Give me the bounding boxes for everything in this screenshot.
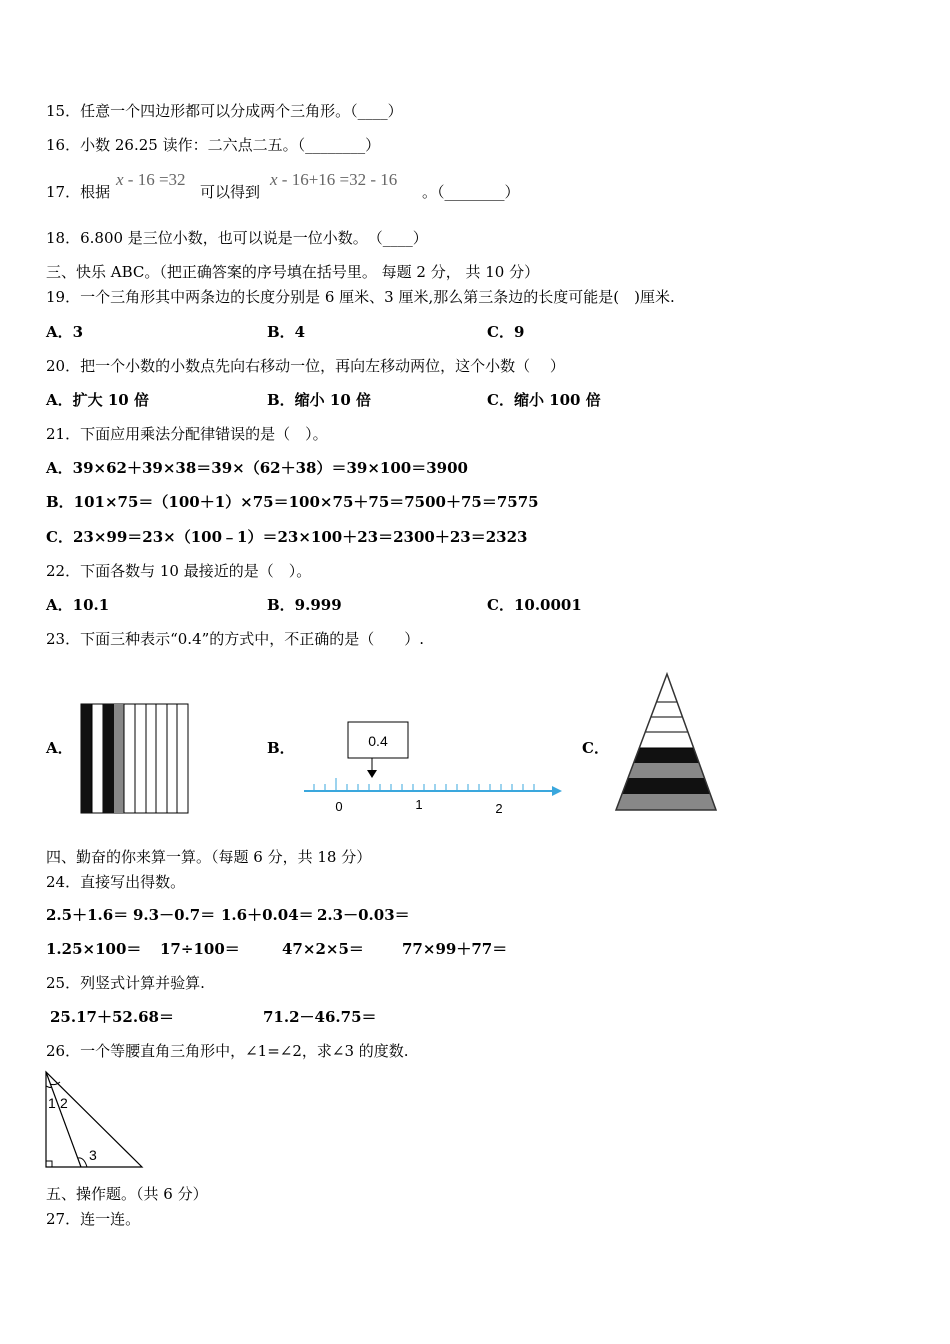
formula-1: [116, 170, 186, 190]
q19-option-a: A．3: [46, 323, 84, 341]
q24-item-7: 47×2×5＝: [282, 940, 364, 958]
figure-a-striped-rectangle: [80, 703, 190, 815]
axis-tick-1: 1: [415, 797, 423, 812]
q20-option-c: C．缩小 100 倍: [487, 391, 601, 409]
value-box-label: 0.4: [368, 733, 388, 749]
formula-1-rest: - 16 =32: [123, 170, 186, 189]
question-17-prefix: 17．根据: [46, 183, 111, 201]
q22-option-a: A．10.1: [46, 596, 110, 614]
question-24: 24．直接写出得数。: [46, 873, 186, 891]
q24-item-2: 9.3－0.7＝: [133, 906, 216, 924]
q24-item-1: 2.5＋1.6＝: [46, 906, 129, 924]
question-26: 26．一个等腰直角三角形中，∠1=∠2，求∠3 的度数.: [46, 1042, 409, 1060]
axis-tick-0: 0: [335, 799, 343, 814]
q24-item-8: 77×99＋77＝: [402, 940, 508, 958]
question-17: [46, 182, 110, 202]
section-4-heading: 四、勤奋的你来算一算。（每题 6 分，共 18 分）: [46, 848, 372, 866]
question-23: 23．下面三种表示“0.4”的方式中，不正确的是（ ）.: [46, 630, 425, 648]
angle-2-label: 2: [60, 1095, 68, 1111]
figure-q26-right-triangle: [40, 1068, 150, 1172]
q21-option-c: C．23×99＝23×（100﹣1）＝23×100＋23＝2300＋23＝2323: [46, 528, 528, 546]
question-17-middle: 可以得到: [200, 183, 261, 201]
tick-marks: [314, 778, 534, 791]
question-15: 15．任意一个四边形都可以分成两个三角形。（____）: [46, 102, 403, 120]
question-18: 18．6.800 是三位小数，也可以说是一位小数。 （____）: [46, 229, 428, 247]
formula-2-rest: - 16+16 =32 - 16: [277, 170, 398, 189]
q24-item-6: 17÷100＝: [160, 940, 240, 958]
q22-option-b: B．9.999: [267, 596, 342, 614]
q24-item-5: 1.25×100＝: [46, 940, 142, 958]
q21-option-a: A．39×62＋39×38＝39×（62＋38）＝39×100＝3900: [46, 459, 468, 477]
q23-label-b: B．: [267, 739, 295, 757]
question-22: 22．下面各数与 10 最接近的是（ ）。: [46, 562, 312, 580]
axis-tick-2: 2: [495, 801, 503, 816]
q24-item-4: 2.3－0.03＝: [317, 906, 410, 924]
formula-2: [270, 170, 397, 190]
q25-item-1: 25.17＋52.68＝: [50, 1008, 174, 1026]
angle-3-label: 3: [89, 1147, 97, 1163]
section-3-heading: 三、快乐 ABC。（把正确答案的序号填在括号里。 每题 2 分， 共 10 分）: [46, 263, 540, 281]
formula-1-var: x: [116, 170, 124, 189]
q24-item-3: 1.6＋0.04＝: [221, 906, 314, 924]
q19-option-b: B．4: [267, 323, 306, 341]
question-21: 21．下面应用乘法分配律错误的是（ ）。: [46, 425, 328, 443]
q23-label-a: A．: [46, 739, 73, 757]
question-19: 19．一个三角形其中两条边的长度分别是 6 厘米、3 厘米,那么第三条边的长度可能是( )厘米.: [46, 288, 675, 306]
formula-2-var: x: [270, 170, 278, 189]
question-20: 20．把一个小数的小数点先向右移动一位，再向左移动两位，这个小数（ ）: [46, 357, 565, 375]
q23-label-c: C．: [582, 739, 609, 757]
figure-c-layered-triangle: [612, 672, 722, 814]
angle-1-label: 1: [48, 1095, 56, 1111]
figure-b-number-line: [300, 718, 565, 818]
section-5-heading: 五、操作题。（共 6 分）: [46, 1185, 208, 1203]
q21-option-b: B．101×75＝（100＋1）×75＝100×75＋75＝7500＋75＝7575: [46, 493, 539, 511]
q22-option-c: C．10.0001: [487, 596, 582, 614]
question-17-suffix: 。（________）: [422, 183, 520, 201]
q19-option-c: C．9: [487, 323, 525, 341]
q20-option-a: A．扩大 10 倍: [46, 391, 149, 409]
question-16: 16．小数 26.25 读作：二六点二五。（________）: [46, 136, 381, 154]
question-27: 27．连一连。: [46, 1210, 141, 1228]
question-25: 25．列竖式计算并验算.: [46, 974, 205, 992]
q25-item-2: 71.2－46.75＝: [263, 1008, 377, 1026]
q20-option-b: B．缩小 10 倍: [267, 391, 371, 409]
